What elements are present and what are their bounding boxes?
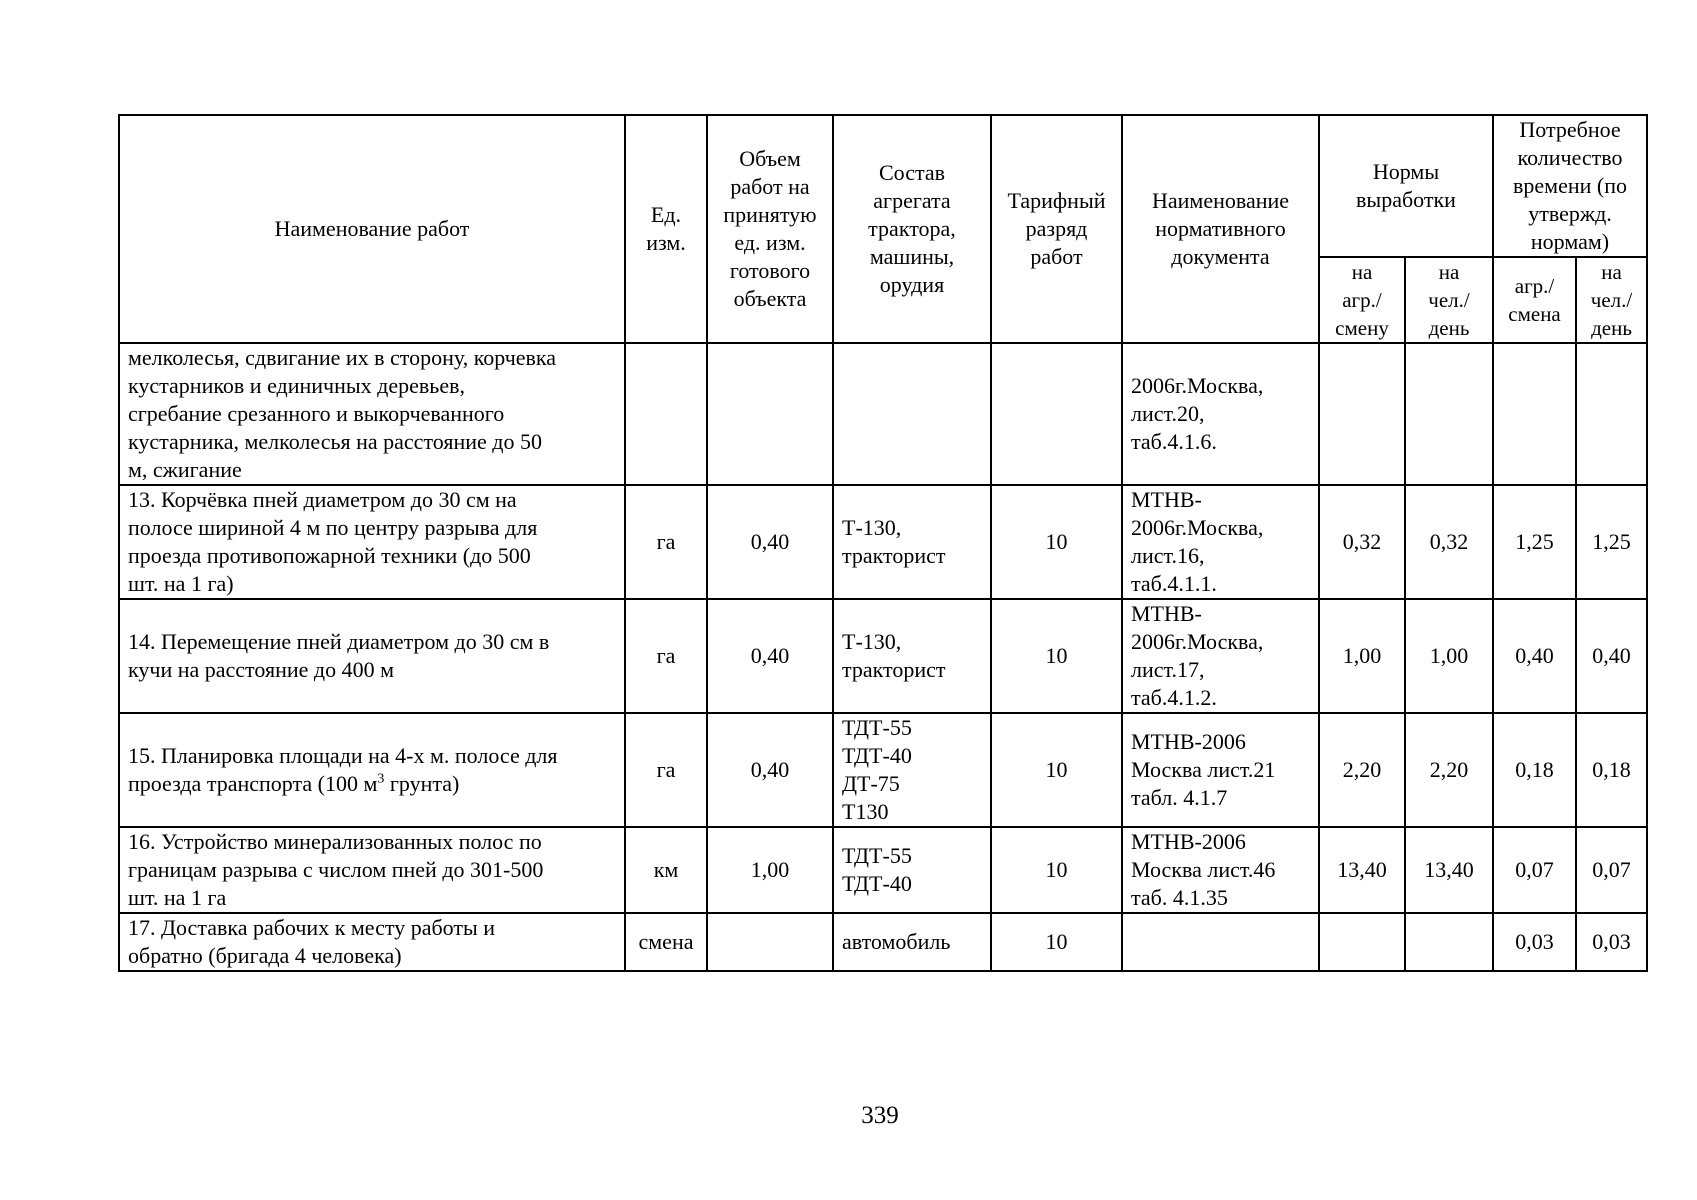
cell-time-per-man: 0,03 bbox=[1576, 913, 1647, 971]
header-composition-line: орудия bbox=[879, 272, 945, 297]
header-norms bbox=[1319, 115, 1493, 257]
cell-work-name bbox=[119, 485, 625, 599]
work-name-text: проезда транспорта (100 м bbox=[128, 771, 378, 796]
work-name-line: 14. Перемещение пней диаметром до 30 см в bbox=[128, 629, 550, 654]
header-volume-line: готового bbox=[729, 258, 811, 283]
document-line: МТНВ-2006 bbox=[1131, 829, 1246, 854]
header-norms-line: Нормы bbox=[1372, 159, 1440, 184]
header-composition-line: агрегата bbox=[873, 188, 951, 213]
work-name-line: 15. Планировка площади на 4-х м. полосе для bbox=[128, 743, 558, 768]
work-name-line: кустарников и единичных деревьев, bbox=[128, 373, 465, 398]
header-sub-line: на bbox=[1601, 260, 1622, 284]
cell-document bbox=[1122, 343, 1319, 485]
header-norms-line: выработки bbox=[1356, 187, 1456, 212]
cell-time-per-agr bbox=[1493, 343, 1576, 485]
machine-line: ДТ-75 bbox=[842, 771, 900, 796]
superscript-exponent: 3 bbox=[377, 771, 385, 787]
header-sub-line: чел./ bbox=[1428, 288, 1470, 312]
header-composition-line: Состав bbox=[878, 160, 946, 185]
cell-time-per-agr: 0,40 bbox=[1493, 599, 1576, 713]
document-line: табл. 4.1.7 bbox=[1131, 785, 1228, 810]
header-volume-line: Объем bbox=[739, 146, 801, 171]
work-name-line: шт. на 1 га bbox=[128, 885, 227, 910]
cell-volume bbox=[707, 343, 833, 485]
table-row bbox=[119, 713, 1647, 827]
header-time bbox=[1493, 115, 1647, 257]
machine-line: ТДТ-40 bbox=[842, 743, 912, 768]
work-name-line: 16. Устройство минерализованных полос по bbox=[128, 829, 542, 854]
header-sub-line: агр./ bbox=[1342, 288, 1382, 312]
cell-volume bbox=[707, 913, 833, 971]
document-line: 2006г.Москва, bbox=[1131, 373, 1264, 398]
header-composition-line: машины, bbox=[869, 244, 955, 269]
document-line: таб.4.1.6. bbox=[1131, 429, 1217, 454]
document-line: таб. 4.1.35 bbox=[1131, 885, 1228, 910]
cell-volume: 0,40 bbox=[707, 599, 833, 713]
cell-machine bbox=[833, 913, 991, 971]
work-name-line: обратно (бригада 4 человека) bbox=[128, 943, 402, 968]
header-sub-line: чел./ bbox=[1590, 288, 1633, 312]
document-line: лист.16, bbox=[1131, 543, 1205, 568]
cell-time-per-man: 0,07 bbox=[1576, 827, 1647, 913]
cell-norm-per-man: 2,20 bbox=[1405, 713, 1493, 827]
header-sub-line: день bbox=[1428, 316, 1470, 340]
cell-grade: 10 bbox=[991, 913, 1122, 971]
header-sub-line: смену bbox=[1335, 316, 1389, 340]
work-name-line: кустарника, мелколесья на расстояние до 50 bbox=[128, 429, 542, 454]
machine-line: тракторист bbox=[842, 543, 946, 568]
cell-norm-per-man: 0,32 bbox=[1405, 485, 1493, 599]
document-line: таб.4.1.1. bbox=[1131, 571, 1217, 596]
document-line: МТНВ-2006 bbox=[1131, 729, 1246, 754]
machine-line: автомобиль bbox=[842, 929, 951, 954]
cell-norm-per-man: 13,40 bbox=[1405, 827, 1493, 913]
table-row bbox=[119, 913, 1647, 971]
header-grade-line: работ bbox=[1030, 244, 1083, 269]
cell-volume: 1,00 bbox=[707, 827, 833, 913]
cell-work-name bbox=[119, 913, 625, 971]
header-name-of-works: Наименование работ bbox=[119, 115, 625, 343]
machine-line: ТДТ-55 bbox=[842, 715, 912, 740]
cell-time-per-man bbox=[1576, 343, 1647, 485]
header-sub-line: на bbox=[1351, 260, 1373, 284]
work-norms-table bbox=[118, 114, 1648, 972]
cell-machine bbox=[833, 713, 991, 827]
document-line: МТНВ- bbox=[1131, 601, 1202, 626]
cell-machine bbox=[833, 827, 991, 913]
header-composition bbox=[833, 115, 991, 343]
cell-time-per-man: 1,25 bbox=[1576, 485, 1647, 599]
header-time-line: нормам) bbox=[1530, 229, 1610, 254]
header-document-line: Наименование bbox=[1151, 188, 1290, 213]
header-sub-line: смена bbox=[1508, 302, 1561, 326]
header-document-line: документа bbox=[1171, 244, 1270, 269]
machine-line: тракторист bbox=[842, 657, 946, 682]
header-unit-line: Ед. bbox=[650, 202, 682, 227]
work-name-line: кучи на расстояние до 400 м bbox=[128, 657, 394, 682]
cell-grade: 10 bbox=[991, 599, 1122, 713]
document-line: Москва лист.46 bbox=[1131, 857, 1276, 882]
machine-line: Т130 bbox=[842, 799, 889, 824]
cell-document bbox=[1122, 913, 1319, 971]
cell-time-per-man: 0,40 bbox=[1576, 599, 1647, 713]
document-line: Москва лист.21 bbox=[1131, 757, 1276, 782]
header-composition-line: трактора, bbox=[868, 216, 956, 241]
cell-norm-per-man bbox=[1405, 343, 1493, 485]
cell-norm-per-agr bbox=[1319, 343, 1405, 485]
header-time-line: Потребное bbox=[1519, 117, 1621, 142]
machine-line: ТДТ-55 bbox=[842, 843, 912, 868]
cell-grade: 10 bbox=[991, 827, 1122, 913]
header-grade bbox=[991, 115, 1122, 343]
header-unit bbox=[625, 115, 707, 343]
work-name-line: проезда противопожарной техники (до 500 bbox=[128, 543, 531, 568]
cell-unit: га bbox=[625, 485, 707, 599]
document-line: 2006г.Москва, bbox=[1131, 515, 1264, 540]
cell-grade: 10 bbox=[991, 485, 1122, 599]
header-unit-line: изм. bbox=[646, 230, 686, 255]
work-name-line: границам разрыва с числом пней до 301-500 bbox=[128, 857, 544, 882]
page-number: 339 bbox=[861, 1102, 899, 1129]
cell-unit bbox=[625, 343, 707, 485]
cell-norm-per-man: 1,00 bbox=[1405, 599, 1493, 713]
header-sub-line: день bbox=[1591, 316, 1632, 340]
table-row bbox=[119, 485, 1647, 599]
cell-machine bbox=[833, 485, 991, 599]
header-time-line: утвержд. bbox=[1528, 201, 1612, 226]
work-name-line: 13. Корчёвка пней диаметром до 30 см на bbox=[128, 487, 517, 512]
cell-grade bbox=[991, 343, 1122, 485]
header-time-per-agr bbox=[1493, 257, 1576, 343]
cell-volume: 0,40 bbox=[707, 485, 833, 599]
machine-line: Т-130, bbox=[842, 629, 902, 654]
header-volume-line: ед. изм. bbox=[734, 230, 806, 255]
header-volume-line: принятую bbox=[723, 202, 817, 227]
cell-norm-per-man bbox=[1405, 913, 1493, 971]
cell-document bbox=[1122, 827, 1319, 913]
cell-document bbox=[1122, 599, 1319, 713]
cell-unit: га bbox=[625, 599, 707, 713]
cell-norm-per-agr: 13,40 bbox=[1319, 827, 1405, 913]
cell-time-per-agr: 0,18 bbox=[1493, 713, 1576, 827]
work-name-line: м, сжигание bbox=[128, 457, 242, 482]
header-document bbox=[1122, 115, 1319, 343]
cell-work-name bbox=[119, 827, 625, 913]
work-name-line: сгребание срезанного и выкорчеванного bbox=[128, 401, 505, 426]
work-name-line: полосе шириной 4 м по центру разрыва для bbox=[128, 515, 538, 540]
document-line: лист.20, bbox=[1131, 401, 1205, 426]
header-norm-per-man bbox=[1405, 257, 1493, 343]
header-grade-line: разряд bbox=[1025, 216, 1088, 241]
cell-unit: смена bbox=[625, 913, 707, 971]
cell-unit: га bbox=[625, 713, 707, 827]
cell-document bbox=[1122, 713, 1319, 827]
document-line: 2006г.Москва, bbox=[1131, 629, 1264, 654]
table-row bbox=[119, 827, 1647, 913]
machine-line: Т-130, bbox=[842, 515, 902, 540]
cell-time-per-agr: 1,25 bbox=[1493, 485, 1576, 599]
cell-grade: 10 bbox=[991, 713, 1122, 827]
cell-time-per-agr: 0,03 bbox=[1493, 913, 1576, 971]
cell-time-per-agr: 0,07 bbox=[1493, 827, 1576, 913]
header-document-line: нормативного bbox=[1155, 216, 1286, 241]
header-volume-line: работ на bbox=[730, 174, 810, 199]
cell-unit: км bbox=[625, 827, 707, 913]
header-row-top bbox=[119, 115, 1647, 257]
cell-norm-per-agr: 1,00 bbox=[1319, 599, 1405, 713]
table-row bbox=[119, 599, 1647, 713]
cell-document bbox=[1122, 485, 1319, 599]
work-name-line bbox=[128, 770, 616, 798]
cell-norm-per-agr: 0,32 bbox=[1319, 485, 1405, 599]
cell-machine bbox=[833, 343, 991, 485]
document-line: таб.4.1.2. bbox=[1131, 685, 1217, 710]
document-line: лист.17, bbox=[1131, 657, 1205, 682]
header-sub-line: на bbox=[1438, 260, 1460, 284]
work-name-line: 17. Доставка рабочих к месту работы и bbox=[128, 915, 496, 940]
header-volume-line: объекта bbox=[733, 286, 807, 311]
header-norm-per-agr bbox=[1319, 257, 1405, 343]
machine-line: ТДТ-40 bbox=[842, 871, 912, 896]
cell-machine bbox=[833, 599, 991, 713]
header-time-per-man bbox=[1576, 257, 1647, 343]
header-volume bbox=[707, 115, 833, 343]
work-name-line: мелколесья, сдвигание их в сторону, корчевка bbox=[128, 345, 557, 370]
cell-volume: 0,40 bbox=[707, 713, 833, 827]
cell-time-per-man: 0,18 bbox=[1576, 713, 1647, 827]
table-row bbox=[119, 343, 1647, 485]
cell-work-name bbox=[119, 599, 625, 713]
header-time-line: количество bbox=[1517, 145, 1623, 170]
work-name-line: шт. на 1 га) bbox=[128, 571, 234, 596]
cell-norm-per-agr: 2,20 bbox=[1319, 713, 1405, 827]
cell-work-name bbox=[119, 713, 625, 827]
work-name-text: грунта) bbox=[384, 771, 460, 796]
header-time-line: времени (по bbox=[1513, 173, 1628, 198]
header-sub-line: агр./ bbox=[1514, 274, 1555, 298]
header-grade-line: Тарифный bbox=[1007, 188, 1106, 213]
cell-work-name bbox=[119, 343, 625, 485]
cell-norm-per-agr bbox=[1319, 913, 1405, 971]
document-line: МТНВ- bbox=[1131, 487, 1202, 512]
